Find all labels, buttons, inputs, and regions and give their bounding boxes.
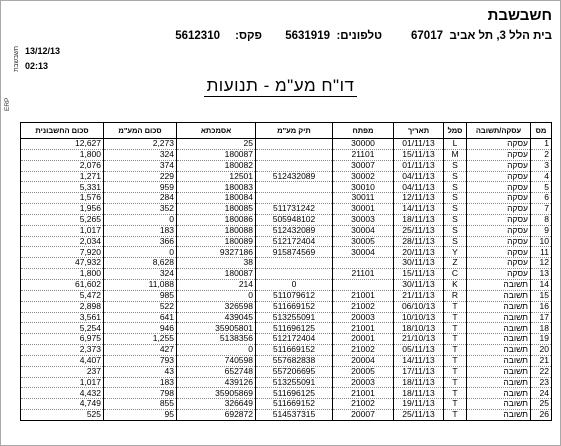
row-code: Z — [444, 258, 467, 269]
col-header-key: מפתח — [333, 123, 394, 139]
row-reference: 180084 — [177, 193, 256, 204]
row-number: 3 — [531, 160, 552, 171]
table-row — [21, 149, 552, 160]
fax-label: פקס: — [235, 30, 262, 42]
row-invoice-amount: 237 — [21, 366, 104, 377]
row-invoice-amount: 7,920 — [21, 247, 104, 258]
table-row — [21, 334, 552, 345]
row-type: עסקה — [467, 149, 531, 160]
row-code: S — [444, 214, 467, 225]
row-vat-file: 513255091 — [256, 312, 333, 323]
col-header-date: תאריך — [394, 123, 444, 139]
row-invoice-amount: 1,800 — [21, 269, 104, 280]
transactions-table — [20, 122, 552, 421]
col-header-reference: אסמכתא — [177, 123, 256, 139]
row-invoice-amount: 2,034 — [21, 236, 104, 247]
row-date: 14/11/13 — [394, 204, 444, 215]
table-row — [21, 377, 552, 388]
table-row — [21, 193, 552, 204]
row-type: עסקה — [467, 139, 531, 150]
row-reference: 0 — [177, 290, 256, 301]
row-vat-amount: 985 — [104, 290, 177, 301]
row-key — [333, 279, 394, 290]
table-header-row — [21, 123, 552, 139]
row-type: עסקה — [467, 182, 531, 193]
table-row — [21, 139, 552, 150]
row-code: T — [444, 301, 467, 312]
row-number: 5 — [531, 182, 552, 193]
row-invoice-amount: 47,932 — [21, 258, 104, 269]
row-key: 30002 — [333, 171, 394, 182]
row-key: 30001 — [333, 204, 394, 215]
row-date: 01/11/13 — [394, 139, 444, 150]
row-code: T — [444, 366, 467, 377]
row-invoice-amount: 525 — [21, 410, 104, 421]
table-row — [21, 247, 552, 258]
row-reference: 740598 — [177, 355, 256, 366]
row-invoice-amount: 3,561 — [21, 312, 104, 323]
row-reference: 180087 — [177, 269, 256, 280]
table-row — [21, 345, 552, 356]
row-code: T — [444, 323, 467, 334]
row-vat-amount: 352 — [104, 204, 177, 215]
row-reference: 180089 — [177, 236, 256, 247]
row-date: 21/11/13 — [394, 290, 444, 301]
table-row — [21, 355, 552, 366]
row-type: תשובה — [467, 366, 531, 377]
table-row — [21, 160, 552, 171]
row-vat-file: 557682838 — [256, 355, 333, 366]
row-vat-amount: 11,088 — [104, 279, 177, 290]
row-date: 20/11/13 — [394, 247, 444, 258]
row-reference: 439126 — [177, 377, 256, 388]
row-vat-amount: 427 — [104, 345, 177, 356]
row-number: 12 — [531, 258, 552, 269]
report-title: דו"ח מע"מ - תנועות — [1, 76, 560, 96]
table-row — [21, 171, 552, 182]
row-type: תשובה — [467, 290, 531, 301]
row-number: 19 — [531, 334, 552, 345]
row-code: T — [444, 399, 467, 410]
row-invoice-amount: 1,956 — [21, 204, 104, 215]
row-type: תשובה — [467, 377, 531, 388]
row-vat-amount: 284 — [104, 193, 177, 204]
col-header-code: סמל — [444, 123, 467, 139]
row-vat-amount: 229 — [104, 171, 177, 182]
row-code: T — [444, 377, 467, 388]
report-date: 13/12/13 — [25, 46, 61, 56]
row-invoice-amount: 5,472 — [21, 290, 104, 301]
row-type: עסקה — [467, 258, 531, 269]
phone-value: 5631919 — [285, 30, 330, 42]
row-date: 19/11/13 — [394, 399, 444, 410]
row-number: 17 — [531, 312, 552, 323]
row-number: 26 — [531, 410, 552, 421]
row-date: 17/11/13 — [394, 366, 444, 377]
row-type: עסקה — [467, 171, 531, 182]
table-row — [21, 214, 552, 225]
row-vat-amount: 522 — [104, 301, 177, 312]
row-reference: 652748 — [177, 366, 256, 377]
row-reference: 439045 — [177, 312, 256, 323]
row-invoice-amount: 2,373 — [21, 345, 104, 356]
table-row — [21, 269, 552, 280]
row-vat-amount: 183 — [104, 225, 177, 236]
row-vat-amount: 324 — [104, 149, 177, 160]
row-invoice-amount: 2,076 — [21, 160, 104, 171]
row-type: תשובה — [467, 355, 531, 366]
row-vat-file — [256, 193, 333, 204]
company-address: בית הלל 3, תל אביב — [449, 30, 552, 42]
row-type: עסקה — [467, 160, 531, 171]
row-type: תשובה — [467, 323, 531, 334]
row-number: 11 — [531, 247, 552, 258]
row-vat-file: 557206695 — [256, 366, 333, 377]
row-reference: 326598 — [177, 301, 256, 312]
row-code: T — [444, 312, 467, 323]
row-vat-file — [256, 160, 333, 171]
row-type: עסקה — [467, 269, 531, 280]
row-vat-file: 915874569 — [256, 247, 333, 258]
row-vat-amount: 183 — [104, 377, 177, 388]
row-vat-amount: 8,628 — [104, 258, 177, 269]
row-reference: 692872 — [177, 410, 256, 421]
row-vat-file: 513255091 — [256, 377, 333, 388]
row-number: 14 — [531, 279, 552, 290]
row-reference: 214 — [177, 279, 256, 290]
row-number: 23 — [531, 377, 552, 388]
row-reference: 38 — [177, 258, 256, 269]
row-vat-amount: 2,273 — [104, 139, 177, 150]
row-date: 04/11/13 — [394, 171, 444, 182]
row-invoice-amount: 5,265 — [21, 214, 104, 225]
row-date: 10/10/13 — [394, 312, 444, 323]
row-number: 18 — [531, 323, 552, 334]
row-key: 21002 — [333, 301, 394, 312]
row-vat-amount: 374 — [104, 160, 177, 171]
row-invoice-amount: 4,407 — [21, 355, 104, 366]
row-vat-file — [256, 149, 333, 160]
row-code: T — [444, 388, 467, 399]
row-key: 30011 — [333, 193, 394, 204]
row-invoice-amount: 61,602 — [21, 279, 104, 290]
row-date: 06/10/13 — [394, 301, 444, 312]
col-header-type: עסקה/תשובה — [467, 123, 531, 139]
row-number: 10 — [531, 236, 552, 247]
table-row — [21, 312, 552, 323]
row-reference: 180087 — [177, 149, 256, 160]
row-date: 30/11/13 — [394, 258, 444, 269]
row-vat-amount: 0 — [104, 214, 177, 225]
row-key: 20001 — [333, 334, 394, 345]
row-vat-amount: 366 — [104, 236, 177, 247]
row-code: S — [444, 193, 467, 204]
row-number: 15 — [531, 290, 552, 301]
row-vat-file: 511731242 — [256, 204, 333, 215]
row-vat-amount: 798 — [104, 388, 177, 399]
row-key: 30000 — [333, 139, 394, 150]
row-invoice-amount: 4,432 — [21, 388, 104, 399]
row-vat-file: 514537315 — [256, 410, 333, 421]
row-date: 05/11/13 — [394, 345, 444, 356]
row-vat-amount: 324 — [104, 269, 177, 280]
table-row — [21, 410, 552, 421]
row-reference: 25 — [177, 139, 256, 150]
row-key: 21001 — [333, 388, 394, 399]
table-row — [21, 236, 552, 247]
row-date: 18/11/13 — [394, 388, 444, 399]
row-vat-amount: 855 — [104, 399, 177, 410]
row-number: 20 — [531, 345, 552, 356]
company-name: חשבשבת — [487, 7, 552, 24]
row-date: 12/11/13 — [394, 193, 444, 204]
row-date: 04/11/13 — [394, 182, 444, 193]
col-header-number: מס — [531, 123, 552, 139]
row-number: 1 — [531, 139, 552, 150]
row-number: 21 — [531, 355, 552, 366]
row-vat-amount: 946 — [104, 323, 177, 334]
row-invoice-amount: 4,749 — [21, 399, 104, 410]
row-vat-amount: 0 — [104, 247, 177, 258]
row-key: 30005 — [333, 236, 394, 247]
table-row — [21, 366, 552, 377]
row-reference: 326649 — [177, 399, 256, 410]
row-code: Y — [444, 247, 467, 258]
row-invoice-amount: 5,331 — [21, 182, 104, 193]
row-key: 30007 — [333, 160, 394, 171]
row-vat-amount: 641 — [104, 312, 177, 323]
row-reference: 0 — [177, 345, 256, 356]
row-number: 24 — [531, 388, 552, 399]
row-number: 9 — [531, 225, 552, 236]
row-code: K — [444, 279, 467, 290]
row-reference: 12501 — [177, 171, 256, 182]
row-code: C — [444, 269, 467, 280]
row-vat-file — [256, 139, 333, 150]
row-type: תשובה — [467, 279, 531, 290]
row-invoice-amount: 2,898 — [21, 301, 104, 312]
row-date: 21/10/13 — [394, 334, 444, 345]
row-vat-amount: 793 — [104, 355, 177, 366]
row-type: עסקה — [467, 247, 531, 258]
table-row — [21, 279, 552, 290]
row-vat-amount: 95 — [104, 410, 177, 421]
row-date: 18/11/13 — [394, 377, 444, 388]
row-vat-file: 511669152 — [256, 301, 333, 312]
table-row — [21, 388, 552, 399]
row-date: 25/11/13 — [394, 225, 444, 236]
row-code: T — [444, 355, 467, 366]
row-type: עסקה — [467, 225, 531, 236]
company-details — [152, 30, 552, 46]
table-row — [21, 204, 552, 215]
row-invoice-amount: 1,271 — [21, 171, 104, 182]
row-reference: 9327186 — [177, 247, 256, 258]
row-invoice-amount: 5,254 — [21, 323, 104, 334]
table-row — [21, 290, 552, 301]
row-key: 20005 — [333, 366, 394, 377]
row-type: עסקה — [467, 193, 531, 204]
row-vat-file — [256, 182, 333, 193]
row-code: S — [444, 225, 467, 236]
row-vat-file: 511696125 — [256, 323, 333, 334]
side-label-erp: ERP — [4, 97, 11, 111]
row-invoice-amount: 6,975 — [21, 334, 104, 345]
table-row — [21, 323, 552, 334]
row-key: 30004 — [333, 247, 394, 258]
row-key: 21002 — [333, 345, 394, 356]
row-key: 21101 — [333, 149, 394, 160]
row-vat-file — [256, 258, 333, 269]
row-type: תשובה — [467, 334, 531, 345]
side-label-software: חשבשבת — [13, 46, 20, 72]
row-code: S — [444, 236, 467, 247]
row-key — [333, 258, 394, 269]
row-date: 01/11/13 — [394, 160, 444, 171]
row-code: S — [444, 204, 467, 215]
row-code: T — [444, 345, 467, 356]
row-vat-amount: 1,255 — [104, 334, 177, 345]
row-number: 4 — [531, 171, 552, 182]
row-type: עסקה — [467, 236, 531, 247]
row-date: 25/11/13 — [394, 410, 444, 421]
row-code: M — [444, 149, 467, 160]
row-reference: 5138356 — [177, 334, 256, 345]
row-vat-file: 511696125 — [256, 388, 333, 399]
row-number: 6 — [531, 193, 552, 204]
row-vat-file: 511669152 — [256, 399, 333, 410]
row-type: עסקה — [467, 214, 531, 225]
row-date: 28/11/13 — [394, 236, 444, 247]
col-header-vat-file: תיק מע"מ — [256, 123, 333, 139]
row-date: 14/11/13 — [394, 355, 444, 366]
row-type: עסקה — [467, 204, 531, 215]
table-row — [21, 182, 552, 193]
row-date: 18/11/13 — [394, 214, 444, 225]
row-invoice-amount: 1,576 — [21, 193, 104, 204]
row-reference: 180088 — [177, 225, 256, 236]
row-vat-amount: 43 — [104, 366, 177, 377]
row-key: 20003 — [333, 377, 394, 388]
row-key: 20003 — [333, 312, 394, 323]
row-vat-file: 512172404 — [256, 236, 333, 247]
row-date: 18/10/13 — [394, 323, 444, 334]
table-row — [21, 258, 552, 269]
row-reference: 35905869 — [177, 388, 256, 399]
row-key: 20007 — [333, 410, 394, 421]
row-number: 22 — [531, 366, 552, 377]
row-number: 7 — [531, 204, 552, 215]
row-invoice-amount: 12,627 — [21, 139, 104, 150]
col-header-vat-amount: סכום המע"מ — [104, 123, 177, 139]
row-key: 21001 — [333, 290, 394, 301]
row-vat-file: 0 — [256, 279, 333, 290]
row-vat-file: 512432089 — [256, 225, 333, 236]
row-reference: 35905801 — [177, 323, 256, 334]
phone-label: טלפונים: — [336, 30, 382, 42]
row-vat-file: 512432089 — [256, 171, 333, 182]
table-row — [21, 301, 552, 312]
row-code: R — [444, 290, 467, 301]
row-vat-file: 511079612 — [256, 290, 333, 301]
row-code: T — [444, 334, 467, 345]
row-date: 15/11/13 — [394, 149, 444, 160]
row-date: 15/11/13 — [394, 269, 444, 280]
row-type: תשובה — [467, 301, 531, 312]
row-vat-file: 511669152 — [256, 345, 333, 356]
row-key: 21101 — [333, 269, 394, 280]
row-date: 30/11/13 — [394, 279, 444, 290]
row-vat-file: 512172404 — [256, 334, 333, 345]
row-number: 13 — [531, 269, 552, 280]
row-type: תשובה — [467, 345, 531, 356]
row-code: S — [444, 171, 467, 182]
table-row — [21, 225, 552, 236]
row-code: L — [444, 139, 467, 150]
row-number: 16 — [531, 301, 552, 312]
row-number: 8 — [531, 214, 552, 225]
row-vat-amount: 959 — [104, 182, 177, 193]
table-row — [21, 399, 552, 410]
row-key: 21001 — [333, 323, 394, 334]
row-invoice-amount: 1,017 — [21, 225, 104, 236]
row-type: תשובה — [467, 312, 531, 323]
row-invoice-amount: 1,017 — [21, 377, 104, 388]
company-zip: 67017 — [411, 30, 443, 42]
row-reference: 180085 — [177, 204, 256, 215]
row-reference: 180086 — [177, 214, 256, 225]
row-key: 30004 — [333, 225, 394, 236]
col-header-invoice-amount: סכום החשבונית — [21, 123, 104, 139]
row-number: 25 — [531, 399, 552, 410]
row-reference: 180083 — [177, 182, 256, 193]
row-type: תשובה — [467, 388, 531, 399]
row-code: S — [444, 182, 467, 193]
row-key: 30003 — [333, 214, 394, 225]
row-code: T — [444, 410, 467, 421]
row-reference: 180082 — [177, 160, 256, 171]
row-type: תשובה — [467, 399, 531, 410]
report-time: 02:13 — [25, 61, 49, 71]
row-key: 20004 — [333, 355, 394, 366]
row-key: 30010 — [333, 182, 394, 193]
row-number: 2 — [531, 149, 552, 160]
row-code: S — [444, 160, 467, 171]
row-invoice-amount: 1,800 — [21, 149, 104, 160]
row-type: תשובה — [467, 410, 531, 421]
row-vat-file: 505948102 — [256, 214, 333, 225]
row-key: 21002 — [333, 399, 394, 410]
fax-value: 5612310 — [175, 30, 220, 42]
row-vat-file — [256, 269, 333, 280]
